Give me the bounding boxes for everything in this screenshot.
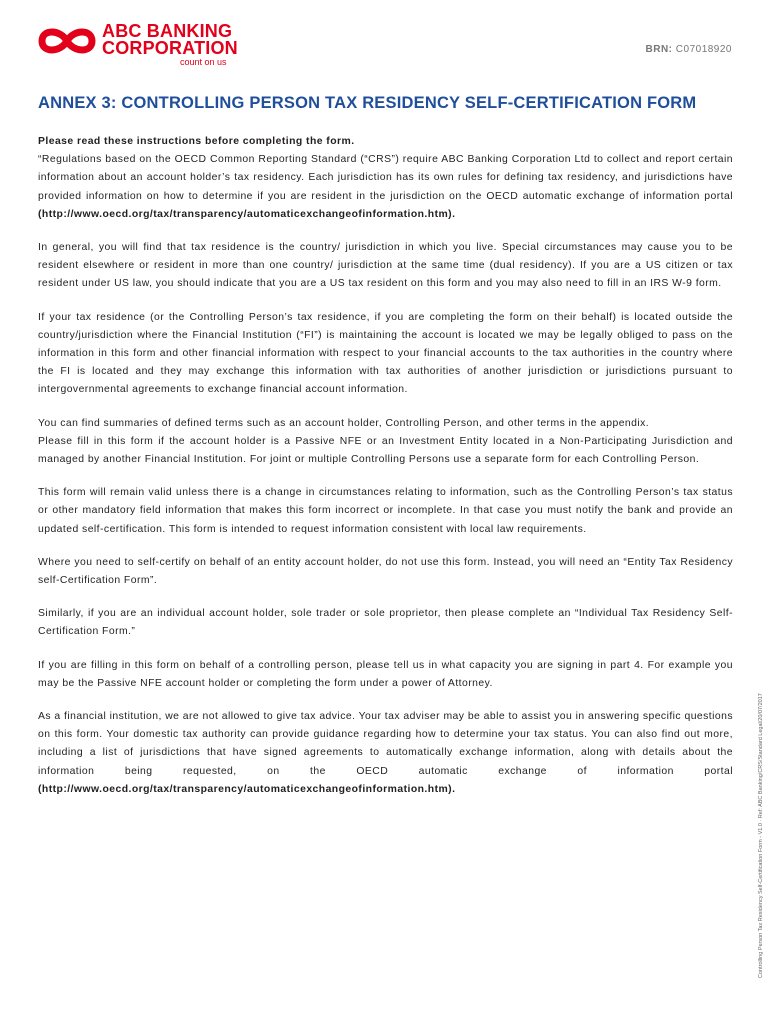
paragraph-crs bbox=[38, 151, 733, 224]
infinity-logo-icon bbox=[36, 24, 98, 58]
instructions-body bbox=[38, 133, 733, 814]
paragraph-tax-advice-text: As a financial institution, we are not allowed to give tax advice. Your tax adviser may be able to assist you in answering specific questions on this form. Your domestic tax authority can provide guidance regarding how to determine your tax status. You can also find out more, including a list of jurisdictions that have signed agreements to automatically exchange information, along with details about the information being requested, on the OECD automatic exchange of information portal bbox=[38, 711, 733, 777]
logo-text-line2: CORPORATION bbox=[102, 38, 238, 58]
instructions-heading: Please read these instructions before completing the form. bbox=[38, 136, 355, 147]
paragraph-tax-advice bbox=[38, 708, 733, 799]
paragraph-tax-residence: In general, you will find that tax residence is the country/ jurisdiction in which you live. Special circumstances may cause you to be resident elsewhere or resident in more than one country/ jurisdiction at the same time (dual residency). If you are a US citizen or tax resident under US law, you should indicate that you are a US tax resident on this form and you may also need to fill in an IRS W-9 form. bbox=[38, 242, 733, 290]
side-reference-note: Controlling Person Tax Residency Self-Certification Form - V1.0 · Ref: ABC Banking/CRS/Standard Legal/20/07/2017 bbox=[758, 693, 764, 978]
logo-text-line1: ABC BANKING bbox=[102, 21, 233, 41]
brn-value: C07018920 bbox=[675, 44, 732, 55]
paragraph-defined-terms: You can find summaries of defined terms such as an account holder, Controlling Person, and other terms in the appendix. bbox=[38, 417, 650, 429]
paragraph-individual-form: Similarly, if you are an individual account holder, sole trader or sole proprietor, then please complete an “Individual Tax Residency Self-Certification Form.” bbox=[38, 608, 733, 638]
brn-number bbox=[646, 44, 733, 55]
paragraph-passive-nfe: Please fill in this form if the account holder is a Passive NFE or an Investment Entity located in a Non-Participating Jurisdiction and managed by another Financial Institution. For joint or multiple Controlling Persons use a separate form for each Controlling Person. bbox=[38, 435, 733, 466]
oecd-portal-link[interactable]: (http://www.oecd.org/tax/transparency/automaticexchangeofinformation.htm). bbox=[38, 208, 456, 220]
company-logo bbox=[36, 22, 246, 68]
paragraph-validity: This form will remain valid unless there is a change in circumstances relating to information, such as the Controlling Person’s tax status or other mandatory field information that makes this form incorrect or incomplete. In that case you must notify the bank and provide an updated self-certification. This form is intended to request information consistent with local law requirements. bbox=[38, 487, 733, 535]
paragraph-outside-jurisdiction: If your tax residence (or the Controlling Person’s tax residence, if you are completing the form on their behalf) is located outside the country/jurisdiction where the Financial Institution (“FI”) is maintaining the account is located we may be legally obliged to pass on the information in this form and other financial information with respect to your financial accounts to the tax authorities in the country where the FI is located and they may exchange this information with tax authorities of another jurisdiction or jurisdictions pursuant to intergovernmental agreements to exchange financial account information. bbox=[38, 311, 733, 396]
paragraph-entity-form: Where you need to self-certify on behalf of an entity account holder, do not use this form. Instead, you will need an “Entity Tax Residency self-Certification Form”. bbox=[38, 556, 733, 587]
oecd-portal-link-2[interactable]: (http://www.oecd.org/tax/transparency/automaticexchangeofinformation.htm). bbox=[38, 783, 456, 795]
page-title: ANNEX 3: CONTROLLING PERSON TAX RESIDENCY SELF-CERTIFICATION FORM bbox=[38, 94, 697, 112]
logo-tagline: count on us bbox=[180, 57, 227, 67]
brn-label: BRN: bbox=[645, 44, 673, 55]
paragraph-crs-text: “Regulations based on the OECD Common Reporting Standard (“CRS”) require ABC Banking Corporation Ltd to collect and report certain information about an account holder’s tax residency. Each jurisdiction has its own rules for defining tax residency, and jurisdictions have provided information on how to determine if you are resident in the jurisdiction on the OECD automatic exchange of information portal bbox=[38, 154, 733, 202]
paragraph-capacity: If you are filling in this form on behalf of a controlling person, please tell us in what capacity you are signing in part 4. For example you may be the Passive NFE account holder or completing the form under a power of Attorney. bbox=[38, 659, 733, 689]
